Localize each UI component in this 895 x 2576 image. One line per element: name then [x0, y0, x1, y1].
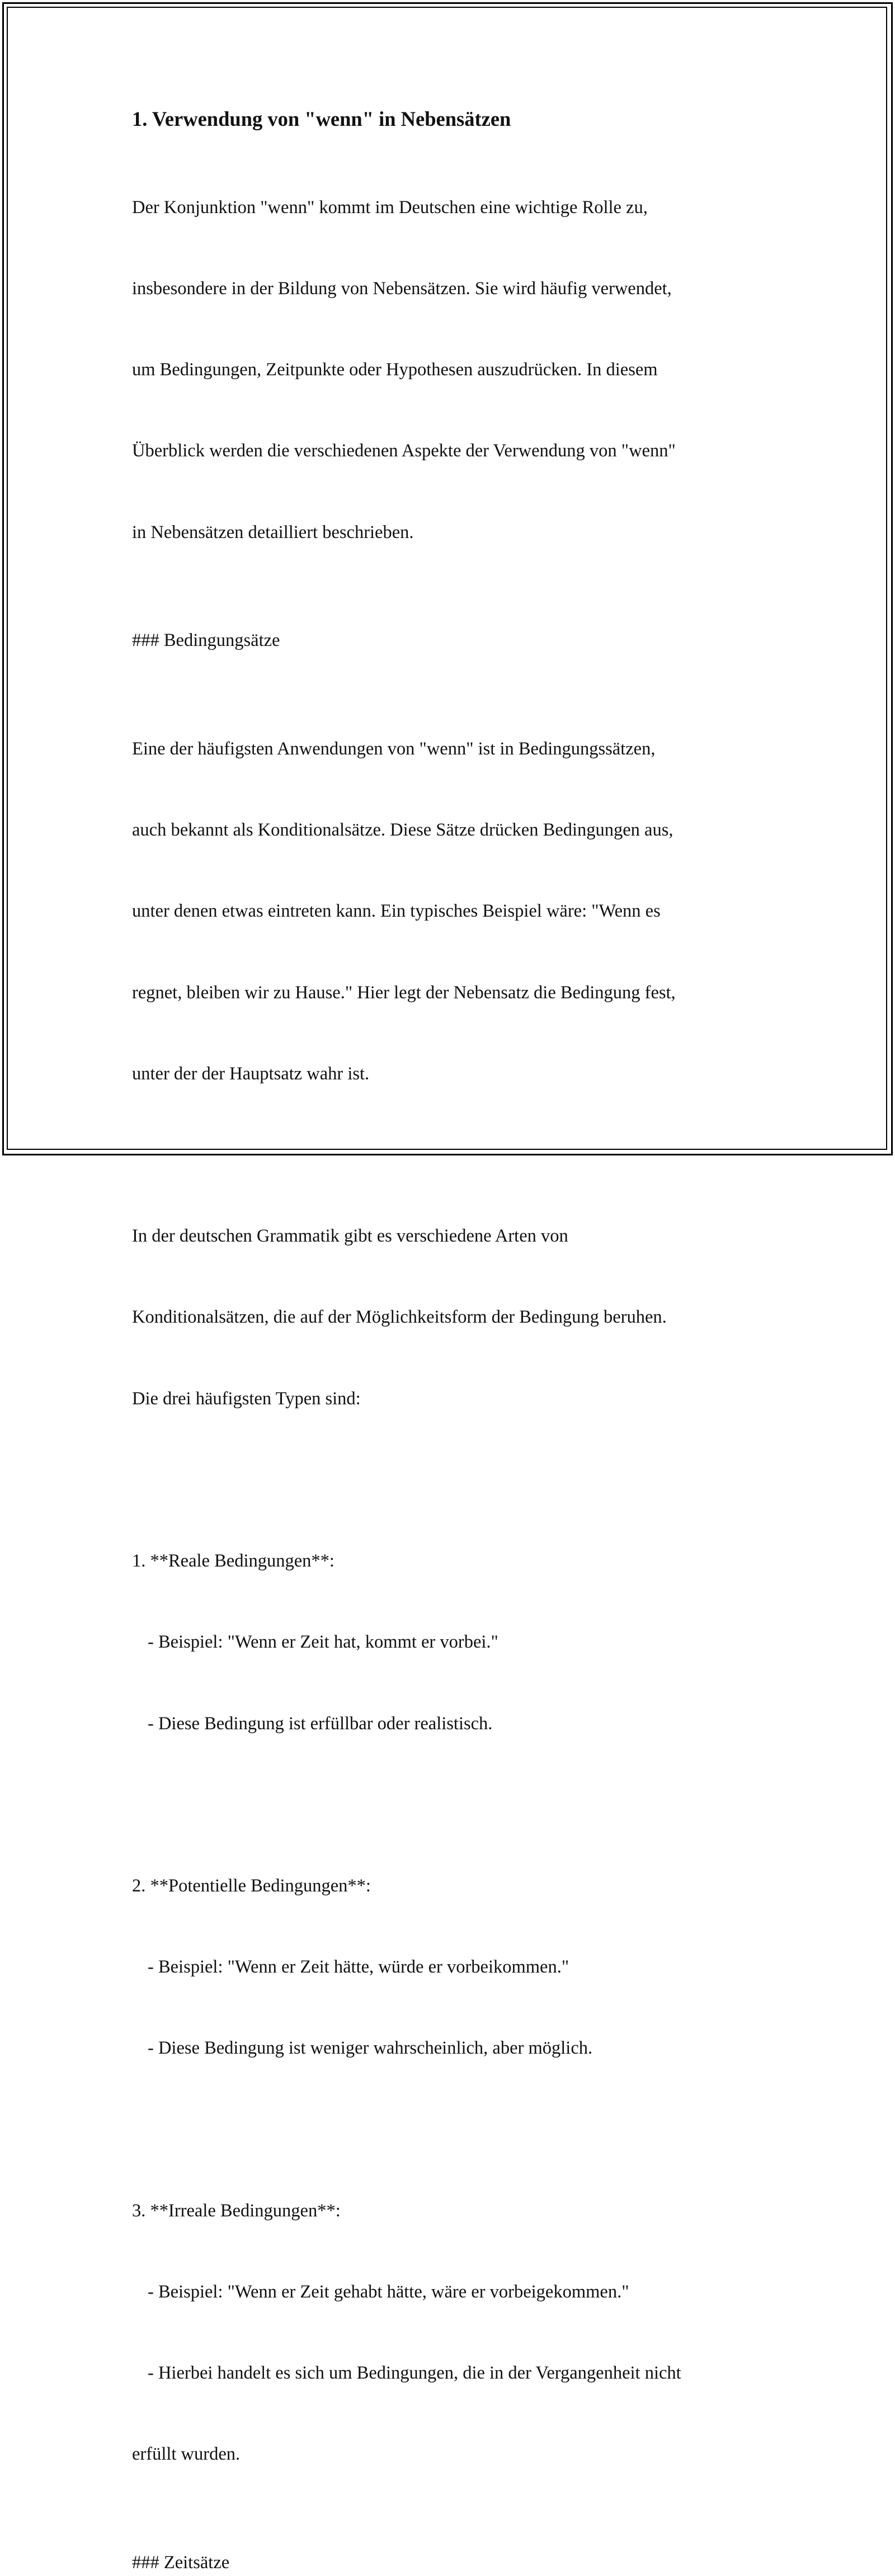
document-title: 1. Verwendung von "wenn" in Nebensätzen — [132, 107, 511, 130]
text-line: in Nebensätzen detailliert beschrieben. — [132, 522, 414, 542]
list-subitem: - Hierbei handelt es sich um Bedingungen, die in der Vergangenheit nicht — [148, 2363, 681, 2384]
list-subitem: - Diese Bedingung ist weniger wahrscheinlich, aber möglich. — [148, 2038, 593, 2059]
text-line: In der deutschen Grammatik gibt es verschiedene Arten von — [132, 1226, 568, 1247]
list-subitem: - Diese Bedingung ist erfüllbar oder realistisch. — [148, 1713, 493, 1734]
bedingungssaetze-paragraph — [132, 681, 764, 1141]
list-subitem: - Beispiel: "Wenn er Zeit hätte, würde er vorbeikommen." — [148, 1957, 569, 1978]
text-line: Der Konjunktion "wenn" kommt im Deutschen eine wichtige Rolle zu, — [132, 197, 648, 218]
text-line: Eine der häufigsten Anwendungen von "wenn" ist in Bedingungssätzen, — [132, 738, 656, 759]
list-item — [132, 2143, 764, 2522]
list-subitem: - Beispiel: "Wenn er Zeit gehabt hätte, wäre er vorbeigekommen." — [148, 2282, 629, 2302]
list-item-heading: 2. **Potentielle Bedingungen**: — [132, 1875, 371, 1896]
list-item — [132, 1493, 764, 1791]
list-subitem-continuation: erfüllt wurden. — [132, 2444, 241, 2465]
text-line: insbesondere in der Bildung von Nebensätzen. Sie wird häufig verwendet, — [132, 279, 672, 299]
text-line: Konditionalsätzen, die auf der Möglichkeitsform der Bedingung beruhen. — [132, 1307, 667, 1328]
text-line: Die drei häufigsten Typen sind: — [132, 1388, 361, 1409]
text-line: um Bedingungen, Zeitpunkte oder Hypothesen auszudrücken. In diesem — [132, 360, 658, 380]
text-line: auch bekannt als Konditionalsätze. Diese Sätze drücken Bedingungen aus, — [132, 820, 673, 841]
list-item-heading: 3. **Irreale Bedingungen**: — [132, 2200, 341, 2221]
text-line: regnet, bleiben wir zu Hause." Hier legt der Nebensatz die Bedingung fest, — [132, 982, 676, 1003]
text-line: unter der der Hauptsatz wahr ist. — [132, 1063, 370, 1084]
text-line: Überblick werden die verschiedenen Aspekte der Verwendung von "wenn" — [132, 441, 676, 461]
text-line: unter denen etwas eintreten kann. Ein typisches Beispiel wäre: "Wenn es — [132, 901, 661, 922]
list-item — [132, 1818, 764, 2116]
document-body — [132, 104, 764, 2576]
list-subitem: - Beispiel: "Wenn er Zeit hat, kommt er vorbei." — [148, 1632, 498, 1653]
section-heading-zeitsaetze: ### Zeitsätze — [132, 2553, 230, 2573]
konditionalsaetze-paragraph — [132, 1168, 764, 1466]
condition-types-list — [132, 1493, 764, 2522]
section-heading-bedingungsaetze: ### Bedingungsätze — [132, 630, 280, 651]
list-item-heading: 1. **Reale Bedingungen**: — [132, 1551, 335, 1572]
intro-paragraph — [132, 140, 764, 600]
